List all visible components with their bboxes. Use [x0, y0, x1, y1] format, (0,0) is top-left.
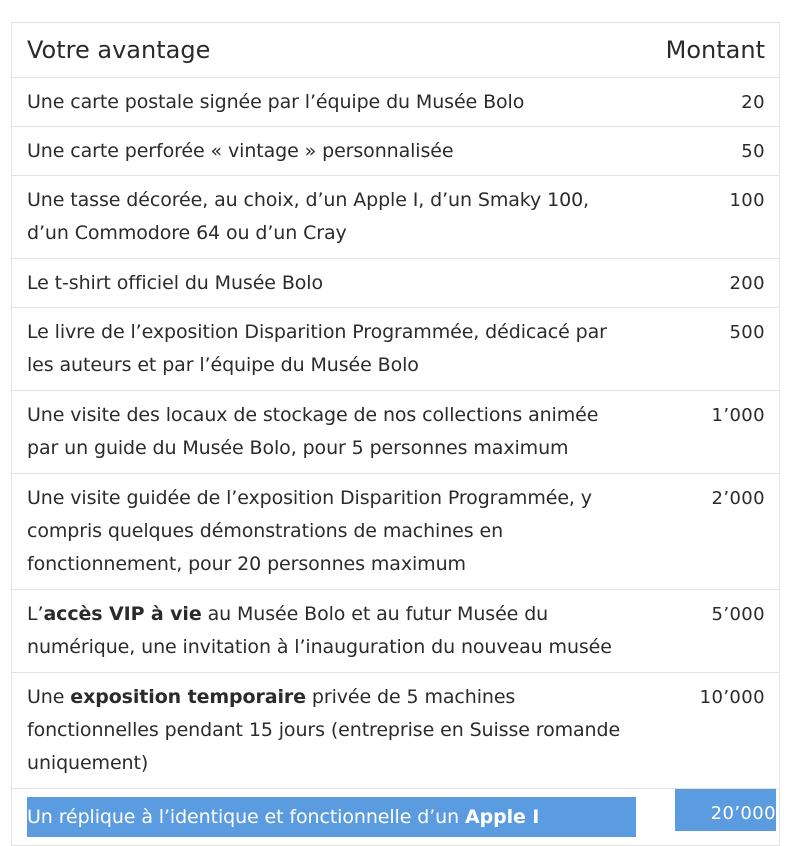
amount-cell: 100	[729, 190, 765, 211]
selected-amount[interactable]: 20’000	[675, 789, 776, 831]
table-row	[12, 673, 779, 789]
benefit-cell: Une carte perforée « vintage » personnalisée	[27, 140, 454, 162]
header-amount: Montant	[665, 36, 765, 64]
benefit-text-bold: Apple I	[464, 806, 540, 828]
benefit-text-bold: exposition temporaire	[70, 686, 306, 708]
benefit-cell: Le t-shirt officiel du Musée Bolo	[27, 272, 323, 294]
amount-cell: 2’000	[711, 488, 765, 509]
table-row	[12, 259, 779, 308]
benefit-text-before: Une	[27, 686, 71, 708]
amount-cell: 5’000	[711, 604, 765, 625]
rewards-table	[11, 22, 780, 846]
table-row	[12, 127, 779, 176]
table-row	[12, 590, 779, 673]
benefit-text-bold: accès VIP à vie	[43, 603, 202, 625]
amount-cell: 10’000	[699, 687, 765, 708]
benefit-text-before: L’	[27, 603, 44, 625]
table-row-selected	[12, 789, 779, 846]
amount-cell: 1’000	[711, 405, 765, 426]
table-row	[12, 391, 779, 474]
amount-cell	[636, 789, 790, 845]
table-row	[12, 474, 779, 590]
amount-cell: 20	[741, 92, 765, 113]
selected-text[interactable]	[27, 797, 636, 837]
benefit-cell: Une visite des locaux de stockage de nos collections animée par un guide du Musée Bolo, pour 5 personnes maximum	[27, 404, 599, 459]
table-row	[12, 176, 779, 259]
benefit-cell	[12, 673, 625, 788]
benefit-cell: Une tasse décorée, au choix, d’un Apple I, d’un Smaky 100, d’un Commodore 64 ou d’un Cray	[27, 189, 589, 244]
benefit-cell: Une visite guidée de l’exposition Disparition Programmée, y compris quelques démonstrations de machines en fonctionnement, pour 20 personnes maximum	[27, 487, 592, 575]
amount-cell: 500	[729, 322, 765, 343]
amount-cell: 200	[729, 273, 765, 294]
benefit-cell: Le livre de l’exposition Disparition Programmée, dédicacé par les auteurs et par l’équipe du Musée Bolo	[27, 321, 607, 376]
table-row	[12, 308, 779, 391]
benefit-cell: Une carte postale signée par l’équipe du Musée Bolo	[27, 91, 525, 113]
benefit-text-before: Un réplique à l’identique et fonctionnelle d’un	[27, 806, 465, 828]
benefit-cell	[12, 590, 625, 672]
benefit-text-after: au Musée Bolo et au futur Musée du numérique, une invitation à l’inauguration du nouveau musée	[27, 603, 612, 658]
header-benefit: Votre avantage	[27, 36, 211, 64]
table-header-row	[12, 23, 779, 78]
benefit-cell	[12, 789, 636, 845]
benefit-text-after: privée de 5 machines fonctionnelles pendant 15 jours (entreprise en Suisse romande uniquement)	[27, 686, 621, 774]
table-row	[12, 78, 779, 127]
amount-cell: 50	[741, 141, 765, 162]
